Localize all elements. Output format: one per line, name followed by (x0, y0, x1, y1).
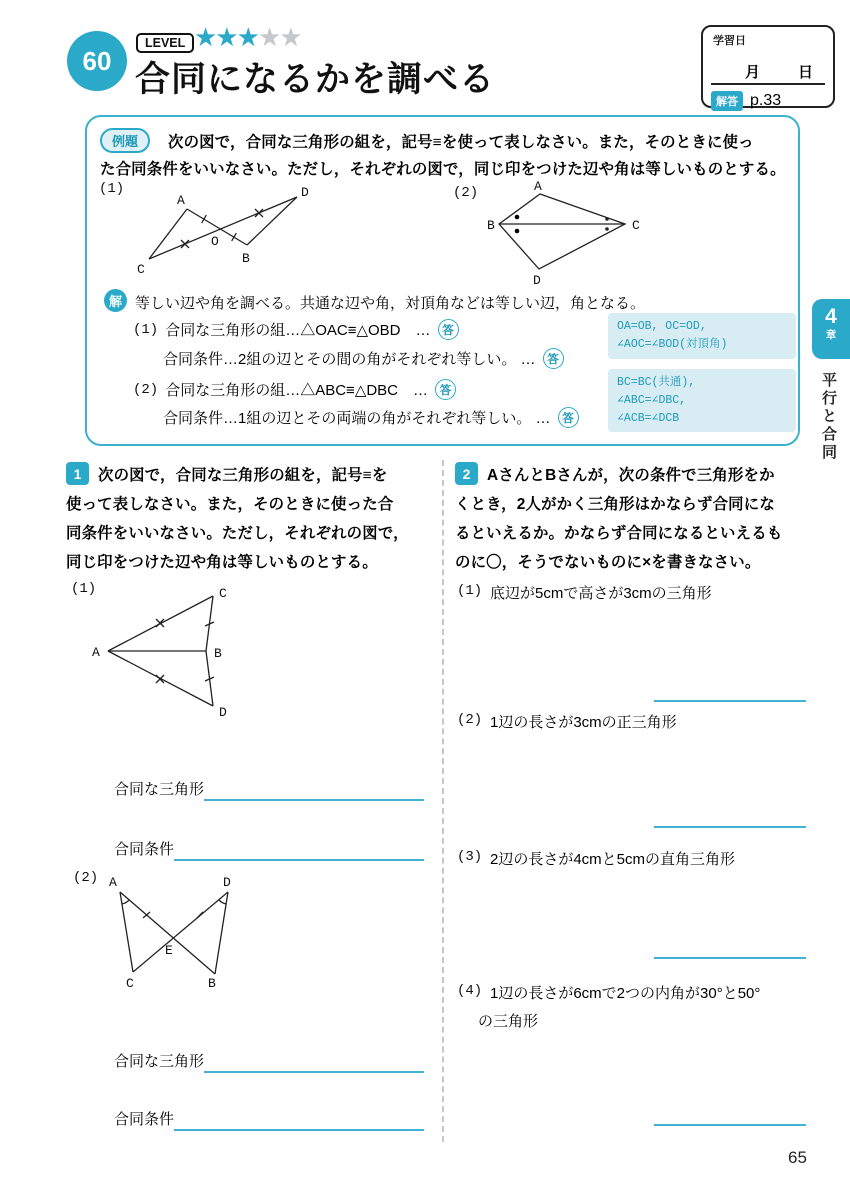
problem1-fig2-number: (2) (73, 870, 99, 886)
solution-intro: 等しい辺や角を調べる。共通な辺や角，対頂角などは等しい辺，角となる。 (135, 295, 646, 312)
level-stars (194, 22, 301, 53)
day-label: 日 (797, 64, 813, 81)
solution-item-2-pair-text: 合同な三角形の組…△ABC≡△DBC … (165, 382, 429, 399)
problem2-text-line2: くとき，2人がかく三角形はかならず合同にな (455, 496, 775, 513)
problem2-item3-number: (3) (457, 849, 483, 865)
vertex-label: D (223, 875, 231, 890)
problem2-number-badge: 2 (455, 462, 478, 485)
example-fig2-kite (487, 181, 652, 289)
vertex-label: A (92, 645, 100, 660)
problem2-item2-text: 1辺の長さが3cmの正三角形 (490, 714, 677, 731)
solution-item-1-condition-text: 合同条件…2組の辺とその間の角がそれぞれ等しい。 … (163, 351, 536, 368)
study-date-fill-line[interactable] (711, 57, 825, 85)
solution-item-2-number: (2) (133, 381, 159, 398)
solution-item-1-number: (1) (133, 321, 159, 338)
solution-item-2-condition (163, 407, 579, 428)
vertex-label: E (165, 943, 173, 958)
answer-circle-badge: 答 (438, 319, 459, 340)
problem1-text-line2: 使って表しなさい。また，そのときに使った合 (66, 496, 394, 513)
vertex-label: B (214, 646, 222, 661)
answer-circle-badge: 答 (543, 348, 564, 369)
problem2-text-line3: るといえるか。かならず合同になるといえるも (455, 525, 783, 542)
solution-item-2-pair (133, 379, 456, 400)
answer-page-badge: 解答 (711, 91, 743, 111)
problem1-text-line4: 同じ印をつけた辺や角は等しいものとする。 (66, 554, 378, 571)
example-fig1-number: (1) (99, 181, 125, 197)
chapter-unit: 章 (825, 329, 837, 341)
vertex-label: D (301, 185, 309, 200)
problem2-item2-number: (2) (457, 712, 483, 728)
chapter-tab (812, 299, 850, 359)
answer-page-number: p.33 (750, 92, 782, 109)
page-number: 65 (788, 1148, 807, 1167)
answer-blank-line[interactable] (204, 779, 424, 801)
problem2-item1-number: (1) (457, 583, 483, 599)
problem1-fig1-condition-answer (114, 838, 424, 861)
problem1-fig2-condition-answer (114, 1108, 424, 1131)
note-line: ∠ABC=∠DBC, (617, 393, 687, 407)
study-date-box (701, 25, 835, 108)
problem2-item4-text-line2: の三角形 (478, 1013, 539, 1030)
column-divider (442, 460, 444, 1142)
example-badge: 例題 (100, 128, 150, 153)
level-label: LEVEL (136, 33, 194, 53)
answer-circle-badge: 答 (435, 379, 456, 400)
problem1-text-line3: 同条件をいいなさい。ただし，それぞれの図で， (66, 525, 409, 542)
problem1-fig1-number: (1) (71, 581, 97, 597)
lesson-number-badge: 60 (67, 31, 127, 91)
problem1-number-badge: 1 (66, 462, 89, 485)
chapter-title-vertical: 平行と合同 (820, 372, 837, 462)
problem2-item4-number: (4) (457, 983, 483, 999)
vertex-label: D (533, 273, 541, 288)
answer-blank-line[interactable] (654, 700, 806, 702)
answer-blank-line[interactable] (174, 839, 424, 861)
problem2-item1-text: 底辺が5cmで高さが3cmの三角形 (490, 585, 712, 602)
note-line: ∠AOC=∠BOD(対頂角) (617, 337, 728, 351)
answer-blank-line[interactable] (654, 957, 806, 959)
vertex-label: B (487, 218, 495, 233)
answer-label-triangle: 合同な三角形 (114, 1053, 205, 1070)
page-title: 合同になるかを調べる (135, 60, 496, 99)
problem1-fig1-triangle-answer (114, 778, 424, 801)
answer-circle-badge: 答 (558, 407, 579, 428)
vertex-label: A (109, 875, 117, 890)
solution-item-1-condition (163, 348, 564, 369)
vertex-label: C (137, 262, 145, 277)
vertex-label: A (534, 181, 542, 194)
stars-filled-icon: ★★★ (194, 22, 258, 52)
answer-blank-line[interactable] (174, 1109, 424, 1131)
problem1-text-line1: 次の図で，合同な三角形の組を，記号≡を (98, 467, 388, 484)
vertex-label: A (177, 193, 185, 208)
vertex-label: C (219, 586, 227, 601)
solution-item-2-condition-text: 合同条件…1組の辺とその両端の角がそれぞれ等しい。 … (163, 410, 551, 427)
note-line: ∠ACB=∠DCB (617, 411, 680, 425)
note-line: OA=OB, OC=OD, (617, 320, 707, 333)
solution-note-2 (608, 369, 796, 432)
example-box (85, 115, 800, 446)
answer-blank-line[interactable] (654, 826, 806, 828)
problem2-item3-text: 2辺の長さが4cmと5cmの直角三角形 (490, 851, 736, 868)
vertex-label: D (219, 705, 227, 720)
example-statement-line2: た合同条件をいいなさい。ただし，それぞれの図で，同じ印をつけた辺や角は等しいものとする。 (100, 161, 786, 178)
vertex-label: C (126, 976, 134, 989)
vertex-label: B (242, 251, 250, 266)
problem2-item4-text: 1辺の長さが6cmで2つの内角が30°と50° (490, 985, 761, 1002)
problem1-fig2-butterfly-triangles (95, 874, 245, 989)
note-line: BC=BC(共通), (617, 376, 696, 389)
study-date-label: 学習日 (713, 35, 746, 47)
stars-empty-icon: ★★ (257, 22, 301, 52)
solution-note-1 (608, 313, 796, 359)
answer-blank-line[interactable] (204, 1051, 424, 1073)
vertex-label: O (211, 234, 219, 249)
problem2-text-line4: のに〇，そうでないものに×を書きなさい。 (455, 554, 761, 571)
example-statement-line1: 次の図で，合同な三角形の組を，記号≡を使って表しなさい。また，そのときに使っ (168, 134, 754, 151)
vertex-label: C (632, 218, 640, 233)
solution-item-1-pair (133, 319, 459, 340)
vertex-label: B (208, 976, 216, 989)
answer-label-condition: 合同条件 (114, 1111, 175, 1128)
answer-label-triangle: 合同な三角形 (114, 781, 205, 798)
example-fig1-crossing-triangles (129, 183, 334, 283)
problem1-fig1-arrow-triangles (88, 586, 313, 721)
answer-label-condition: 合同条件 (114, 841, 175, 858)
solution-badge: 解 (104, 289, 127, 312)
problem1-fig2-triangle-answer (114, 1050, 424, 1073)
example-fig2-number: (2) (453, 185, 479, 201)
month-label: 月 (745, 64, 761, 81)
solution-item-1-pair-text: 合同な三角形の組…△OAC≡△OBD … (165, 322, 431, 339)
problem2-text-line1: AさんとBさんが，次の条件で三角形をか (487, 467, 775, 484)
chapter-number: 4 (825, 305, 837, 328)
answer-blank-line[interactable] (654, 1124, 806, 1126)
